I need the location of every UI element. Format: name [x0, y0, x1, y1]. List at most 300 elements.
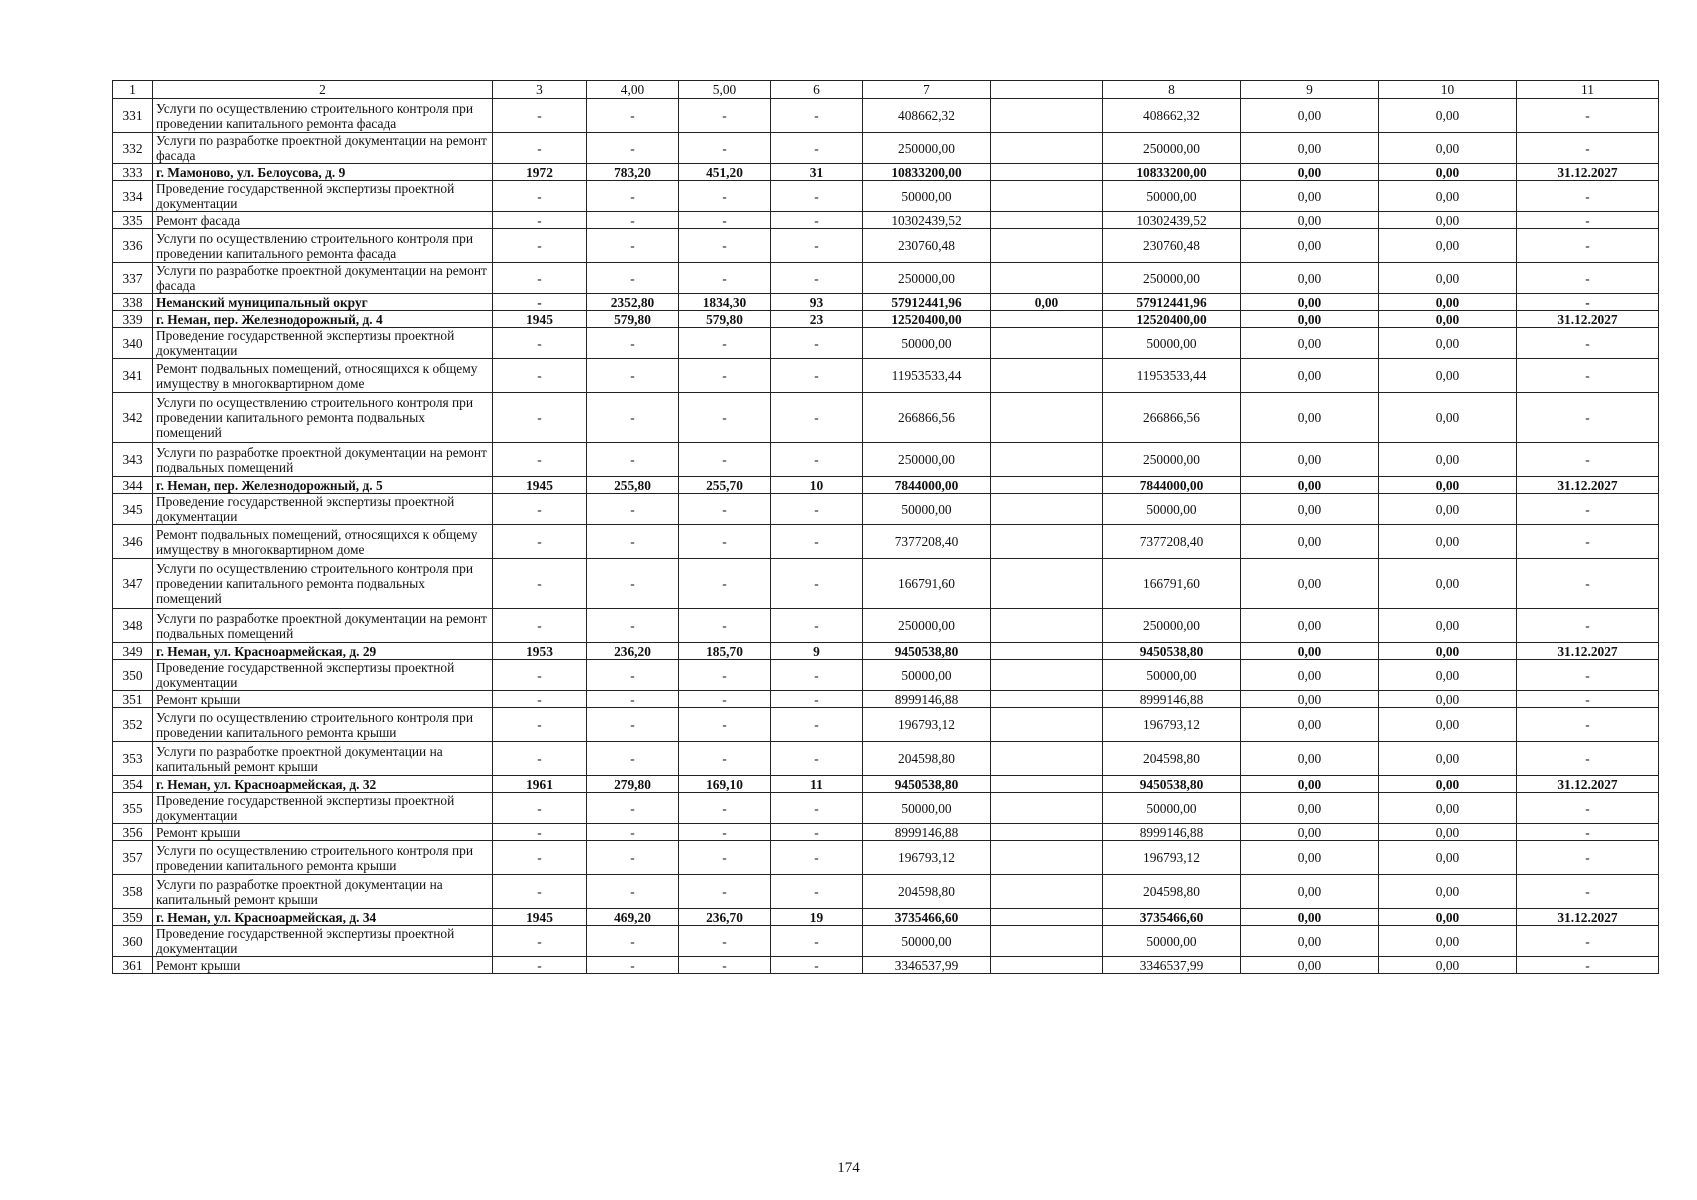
- row-number: 349: [113, 643, 153, 660]
- col-area-living: -: [679, 359, 771, 393]
- col-residents: 93: [771, 294, 863, 311]
- col-cost-fund: 50000,00: [1103, 660, 1241, 691]
- col-residents: -: [771, 359, 863, 393]
- col-area-living: -: [679, 742, 771, 776]
- col-cost-fund: 408662,32: [1103, 99, 1241, 133]
- col-residents: -: [771, 525, 863, 559]
- col-budget-local: 0,00: [1379, 691, 1517, 708]
- col-year: -: [493, 181, 587, 212]
- col-residents: 19: [771, 909, 863, 926]
- row-number: 340: [113, 328, 153, 359]
- table-row: [113, 494, 1659, 525]
- col-area-living: -: [679, 559, 771, 609]
- col-cost-fund: 7844000,00: [1103, 477, 1241, 494]
- row-description: г. Неман, ул. Красноармейская, д. 32: [153, 776, 493, 793]
- table-row: [113, 609, 1659, 643]
- col-budget-region: 0,00: [1241, 926, 1379, 957]
- row-number: 353: [113, 742, 153, 776]
- row-number: 333: [113, 164, 153, 181]
- col-extra: [991, 909, 1103, 926]
- table-row: [113, 229, 1659, 263]
- col-cost-fund: 50000,00: [1103, 181, 1241, 212]
- col-residents: -: [771, 263, 863, 294]
- header-row: [113, 81, 1659, 99]
- col-budget-region: 0,00: [1241, 294, 1379, 311]
- col-area-living: -: [679, 494, 771, 525]
- row-description: Проведение государственной экспертизы проектной документации: [153, 494, 493, 525]
- row-number: 354: [113, 776, 153, 793]
- col-deadline: -: [1517, 133, 1659, 164]
- col-year: -: [493, 708, 587, 742]
- col-area-total: -: [587, 609, 679, 643]
- col-cost-fund: 50000,00: [1103, 328, 1241, 359]
- col-cost: 11953533,44: [863, 359, 991, 393]
- col-budget-region: 0,00: [1241, 525, 1379, 559]
- row-description: Услуги по разработке проектной документации на капитальный ремонт крыши: [153, 742, 493, 776]
- row-description: Услуги по осуществлению строительного контроля при проведении капитального ремонта подвальных помещений: [153, 393, 493, 443]
- col-cost: 204598,80: [863, 875, 991, 909]
- header-cell: [991, 81, 1103, 99]
- col-budget-region: 0,00: [1241, 909, 1379, 926]
- col-budget-region: 0,00: [1241, 742, 1379, 776]
- col-budget-local: 0,00: [1379, 494, 1517, 525]
- col-cost: 166791,60: [863, 559, 991, 609]
- col-year: 1945: [493, 909, 587, 926]
- col-area-total: -: [587, 443, 679, 477]
- table-row: [113, 926, 1659, 957]
- col-residents: -: [771, 212, 863, 229]
- col-area-total: 236,20: [587, 643, 679, 660]
- row-number: 352: [113, 708, 153, 742]
- col-budget-local: 0,00: [1379, 824, 1517, 841]
- table-row: [113, 957, 1659, 974]
- col-area-total: -: [587, 133, 679, 164]
- col-year: -: [493, 359, 587, 393]
- col-cost-fund: 266866,56: [1103, 393, 1241, 443]
- col-deadline: -: [1517, 229, 1659, 263]
- col-area-living: -: [679, 99, 771, 133]
- col-extra: [991, 99, 1103, 133]
- col-deadline: 31.12.2027: [1517, 311, 1659, 328]
- col-area-living: 185,70: [679, 643, 771, 660]
- col-budget-region: 0,00: [1241, 263, 1379, 294]
- col-deadline: -: [1517, 212, 1659, 229]
- row-number: 346: [113, 525, 153, 559]
- row-description: Ремонт крыши: [153, 691, 493, 708]
- col-budget-local: 0,00: [1379, 643, 1517, 660]
- table-row: [113, 328, 1659, 359]
- col-residents: -: [771, 824, 863, 841]
- col-deadline: -: [1517, 875, 1659, 909]
- col-budget-region: 0,00: [1241, 133, 1379, 164]
- row-description: г. Неман, пер. Железнодорожный, д. 4: [153, 311, 493, 328]
- col-year: -: [493, 294, 587, 311]
- col-budget-local: 0,00: [1379, 957, 1517, 974]
- col-year: -: [493, 609, 587, 643]
- col-residents: 9: [771, 643, 863, 660]
- col-cost: 8999146,88: [863, 824, 991, 841]
- row-number: 347: [113, 559, 153, 609]
- row-description: Ремонт подвальных помещений, относящихся к общему имуществу в многоквартирном доме: [153, 525, 493, 559]
- col-deadline: 31.12.2027: [1517, 909, 1659, 926]
- col-budget-region: 0,00: [1241, 776, 1379, 793]
- row-number: 343: [113, 443, 153, 477]
- row-number: 341: [113, 359, 153, 393]
- col-area-living: -: [679, 181, 771, 212]
- col-deadline: -: [1517, 443, 1659, 477]
- col-deadline: 31.12.2027: [1517, 776, 1659, 793]
- col-deadline: -: [1517, 294, 1659, 311]
- col-residents: -: [771, 609, 863, 643]
- col-area-living: 1834,30: [679, 294, 771, 311]
- col-cost-fund: 9450538,80: [1103, 776, 1241, 793]
- col-area-total: -: [587, 99, 679, 133]
- row-description: Ремонт фасада: [153, 212, 493, 229]
- col-area-living: 579,80: [679, 311, 771, 328]
- col-cost: 196793,12: [863, 708, 991, 742]
- col-cost: 50000,00: [863, 926, 991, 957]
- col-budget-local: 0,00: [1379, 776, 1517, 793]
- col-budget-region: 0,00: [1241, 824, 1379, 841]
- col-cost-fund: 250000,00: [1103, 609, 1241, 643]
- col-year: -: [493, 841, 587, 875]
- col-cost-fund: 8999146,88: [1103, 824, 1241, 841]
- table-row: [113, 294, 1659, 311]
- col-budget-region: 0,00: [1241, 609, 1379, 643]
- col-residents: -: [771, 841, 863, 875]
- col-extra: [991, 708, 1103, 742]
- col-area-total: 579,80: [587, 311, 679, 328]
- header-cell: 6: [771, 81, 863, 99]
- header-cell: 9: [1241, 81, 1379, 99]
- col-budget-local: 0,00: [1379, 841, 1517, 875]
- col-cost: 250000,00: [863, 263, 991, 294]
- col-cost: 50000,00: [863, 181, 991, 212]
- col-deadline: -: [1517, 841, 1659, 875]
- col-budget-region: 0,00: [1241, 660, 1379, 691]
- document-page: [112, 80, 1658, 1100]
- col-extra: [991, 957, 1103, 974]
- col-cost-fund: 7377208,40: [1103, 525, 1241, 559]
- col-year: 1961: [493, 776, 587, 793]
- row-number: 356: [113, 824, 153, 841]
- table-row: [113, 393, 1659, 443]
- col-cost-fund: 250000,00: [1103, 263, 1241, 294]
- col-year: 1972: [493, 164, 587, 181]
- col-area-total: -: [587, 328, 679, 359]
- col-deadline: -: [1517, 957, 1659, 974]
- col-cost: 50000,00: [863, 660, 991, 691]
- row-description: Услуги по осуществлению строительного контроля при проведении капитального ремонта подвальных помещений: [153, 559, 493, 609]
- col-extra: [991, 477, 1103, 494]
- col-area-living: -: [679, 212, 771, 229]
- col-area-total: -: [587, 212, 679, 229]
- header-cell: 10: [1379, 81, 1517, 99]
- col-budget-region: 0,00: [1241, 311, 1379, 328]
- row-description: Ремонт крыши: [153, 957, 493, 974]
- col-cost: 250000,00: [863, 133, 991, 164]
- row-description: Услуги по осуществлению строительного контроля при проведении капитального ремонта фасада: [153, 229, 493, 263]
- col-budget-region: 0,00: [1241, 359, 1379, 393]
- col-extra: [991, 742, 1103, 776]
- col-area-living: -: [679, 875, 771, 909]
- col-cost: 230760,48: [863, 229, 991, 263]
- row-description: Услуги по разработке проектной документации на капитальный ремонт крыши: [153, 875, 493, 909]
- table-row: [113, 443, 1659, 477]
- col-area-total: -: [587, 263, 679, 294]
- row-number: 339: [113, 311, 153, 328]
- col-extra: [991, 393, 1103, 443]
- col-cost: 57912441,96: [863, 294, 991, 311]
- col-budget-region: 0,00: [1241, 99, 1379, 133]
- col-residents: -: [771, 328, 863, 359]
- col-budget-local: 0,00: [1379, 164, 1517, 181]
- row-number: 351: [113, 691, 153, 708]
- row-number: 359: [113, 909, 153, 926]
- col-cost: 3735466,60: [863, 909, 991, 926]
- col-budget-local: 0,00: [1379, 875, 1517, 909]
- row-number: 358: [113, 875, 153, 909]
- col-extra: [991, 328, 1103, 359]
- table-row: [113, 660, 1659, 691]
- col-cost-fund: 10833200,00: [1103, 164, 1241, 181]
- col-extra: [991, 133, 1103, 164]
- col-cost-fund: 204598,80: [1103, 742, 1241, 776]
- col-budget-region: 0,00: [1241, 443, 1379, 477]
- col-residents: -: [771, 393, 863, 443]
- row-number: 360: [113, 926, 153, 957]
- table-row: [113, 643, 1659, 660]
- col-cost-fund: 250000,00: [1103, 133, 1241, 164]
- col-deadline: 31.12.2027: [1517, 643, 1659, 660]
- col-budget-local: 0,00: [1379, 99, 1517, 133]
- col-cost-fund: 11953533,44: [1103, 359, 1241, 393]
- table-row: [113, 311, 1659, 328]
- col-year: -: [493, 263, 587, 294]
- col-cost: 12520400,00: [863, 311, 991, 328]
- row-description: Услуги по разработке проектной документации на ремонт фасада: [153, 263, 493, 294]
- col-cost: 50000,00: [863, 328, 991, 359]
- col-extra: [991, 525, 1103, 559]
- col-area-living: -: [679, 660, 771, 691]
- col-cost: 408662,32: [863, 99, 991, 133]
- col-extra: [991, 776, 1103, 793]
- col-extra: [991, 359, 1103, 393]
- col-area-total: -: [587, 691, 679, 708]
- row-description: Неманский муниципальный округ: [153, 294, 493, 311]
- col-budget-local: 0,00: [1379, 311, 1517, 328]
- capital-repair-table: [112, 80, 1659, 974]
- col-extra: [991, 643, 1103, 660]
- col-cost: 8999146,88: [863, 691, 991, 708]
- col-year: -: [493, 875, 587, 909]
- col-area-living: -: [679, 328, 771, 359]
- col-budget-local: 0,00: [1379, 793, 1517, 824]
- col-year: -: [493, 133, 587, 164]
- col-cost-fund: 196793,12: [1103, 708, 1241, 742]
- col-cost: 250000,00: [863, 443, 991, 477]
- col-budget-region: 0,00: [1241, 708, 1379, 742]
- col-cost: 7844000,00: [863, 477, 991, 494]
- col-cost: 266866,56: [863, 393, 991, 443]
- table-row: [113, 742, 1659, 776]
- row-description: Услуги по осуществлению строительного контроля при проведении капитального ремонта фасада: [153, 99, 493, 133]
- col-area-total: -: [587, 824, 679, 841]
- row-number: 350: [113, 660, 153, 691]
- col-budget-local: 0,00: [1379, 263, 1517, 294]
- col-extra: [991, 229, 1103, 263]
- col-cost-fund: 57912441,96: [1103, 294, 1241, 311]
- col-budget-local: 0,00: [1379, 609, 1517, 643]
- col-cost-fund: 230760,48: [1103, 229, 1241, 263]
- col-area-total: -: [587, 742, 679, 776]
- row-description: Проведение государственной экспертизы проектной документации: [153, 660, 493, 691]
- col-budget-region: 0,00: [1241, 164, 1379, 181]
- col-residents: -: [771, 443, 863, 477]
- col-area-total: 469,20: [587, 909, 679, 926]
- col-residents: -: [771, 229, 863, 263]
- col-area-living: 169,10: [679, 776, 771, 793]
- col-deadline: -: [1517, 660, 1659, 691]
- table-row: [113, 525, 1659, 559]
- col-area-living: -: [679, 957, 771, 974]
- table-row: [113, 841, 1659, 875]
- col-cost: 7377208,40: [863, 525, 991, 559]
- table-row: [113, 181, 1659, 212]
- col-area-total: -: [587, 793, 679, 824]
- col-budget-local: 0,00: [1379, 294, 1517, 311]
- col-deadline: -: [1517, 393, 1659, 443]
- col-area-total: 255,80: [587, 477, 679, 494]
- col-budget-region: 0,00: [1241, 841, 1379, 875]
- col-cost: 9450538,80: [863, 643, 991, 660]
- col-area-total: -: [587, 359, 679, 393]
- col-year: -: [493, 660, 587, 691]
- col-area-total: 783,20: [587, 164, 679, 181]
- header-cell: 8: [1103, 81, 1241, 99]
- col-budget-local: 0,00: [1379, 393, 1517, 443]
- col-cost-fund: 196793,12: [1103, 841, 1241, 875]
- col-area-total: -: [587, 660, 679, 691]
- col-deadline: 31.12.2027: [1517, 477, 1659, 494]
- col-deadline: -: [1517, 525, 1659, 559]
- col-deadline: -: [1517, 99, 1659, 133]
- table-row: [113, 909, 1659, 926]
- col-residents: 11: [771, 776, 863, 793]
- col-area-living: -: [679, 926, 771, 957]
- col-year: -: [493, 443, 587, 477]
- col-area-total: -: [587, 229, 679, 263]
- col-residents: -: [771, 793, 863, 824]
- col-year: -: [493, 328, 587, 359]
- col-extra: [991, 691, 1103, 708]
- page-number: 174: [837, 1160, 860, 1176]
- col-cost: 9450538,80: [863, 776, 991, 793]
- col-extra: [991, 181, 1103, 212]
- table-row: [113, 793, 1659, 824]
- col-budget-region: 0,00: [1241, 643, 1379, 660]
- col-budget-region: 0,00: [1241, 559, 1379, 609]
- col-budget-region: 0,00: [1241, 793, 1379, 824]
- col-area-living: -: [679, 263, 771, 294]
- col-cost: 50000,00: [863, 494, 991, 525]
- col-area-total: -: [587, 957, 679, 974]
- header-cell: 1: [113, 81, 153, 99]
- row-number: 357: [113, 841, 153, 875]
- col-area-living: -: [679, 393, 771, 443]
- col-area-living: -: [679, 824, 771, 841]
- col-extra: [991, 559, 1103, 609]
- col-budget-local: 0,00: [1379, 909, 1517, 926]
- row-number: 345: [113, 494, 153, 525]
- table-row: [113, 691, 1659, 708]
- table-row: [113, 708, 1659, 742]
- col-budget-local: 0,00: [1379, 133, 1517, 164]
- col-area-total: -: [587, 841, 679, 875]
- row-description: Проведение государственной экспертизы проектной документации: [153, 328, 493, 359]
- col-area-living: -: [679, 841, 771, 875]
- col-deadline: 31.12.2027: [1517, 164, 1659, 181]
- row-number: 338: [113, 294, 153, 311]
- col-year: -: [493, 99, 587, 133]
- col-cost-fund: 50000,00: [1103, 494, 1241, 525]
- row-number: 337: [113, 263, 153, 294]
- col-year: -: [493, 793, 587, 824]
- row-description: Проведение государственной экспертизы проектной документации: [153, 181, 493, 212]
- table-row: [113, 875, 1659, 909]
- col-deadline: -: [1517, 926, 1659, 957]
- col-residents: -: [771, 559, 863, 609]
- col-deadline: -: [1517, 742, 1659, 776]
- col-extra: [991, 824, 1103, 841]
- header-cell: 3: [493, 81, 587, 99]
- col-cost: 10302439,52: [863, 212, 991, 229]
- col-budget-local: 0,00: [1379, 708, 1517, 742]
- row-number: 361: [113, 957, 153, 974]
- header-cell: 11: [1517, 81, 1659, 99]
- row-description: г. Неман, ул. Красноармейская, д. 29: [153, 643, 493, 660]
- col-deadline: -: [1517, 494, 1659, 525]
- row-description: Проведение государственной экспертизы проектной документации: [153, 926, 493, 957]
- col-area-living: -: [679, 609, 771, 643]
- col-residents: -: [771, 691, 863, 708]
- row-description: Ремонт крыши: [153, 824, 493, 841]
- col-area-living: -: [679, 708, 771, 742]
- col-cost: 204598,80: [863, 742, 991, 776]
- table-row: [113, 99, 1659, 133]
- col-cost: 50000,00: [863, 793, 991, 824]
- header-cell: 2: [153, 81, 493, 99]
- col-residents: -: [771, 742, 863, 776]
- col-deadline: -: [1517, 708, 1659, 742]
- col-area-total: -: [587, 494, 679, 525]
- col-area-total: -: [587, 393, 679, 443]
- col-area-living: -: [679, 793, 771, 824]
- col-budget-region: 0,00: [1241, 494, 1379, 525]
- col-year: -: [493, 393, 587, 443]
- col-residents: -: [771, 494, 863, 525]
- col-budget-region: 0,00: [1241, 328, 1379, 359]
- header-cell: 5,00: [679, 81, 771, 99]
- col-residents: -: [771, 181, 863, 212]
- row-description: Ремонт подвальных помещений, относящихся к общему имуществу в многоквартирном доме: [153, 359, 493, 393]
- col-budget-local: 0,00: [1379, 443, 1517, 477]
- col-budget-local: 0,00: [1379, 212, 1517, 229]
- table-body: [113, 81, 1659, 974]
- col-cost-fund: 166791,60: [1103, 559, 1241, 609]
- col-year: -: [493, 559, 587, 609]
- row-description: Услуги по осуществлению строительного контроля при проведении капитального ремонта крыши: [153, 708, 493, 742]
